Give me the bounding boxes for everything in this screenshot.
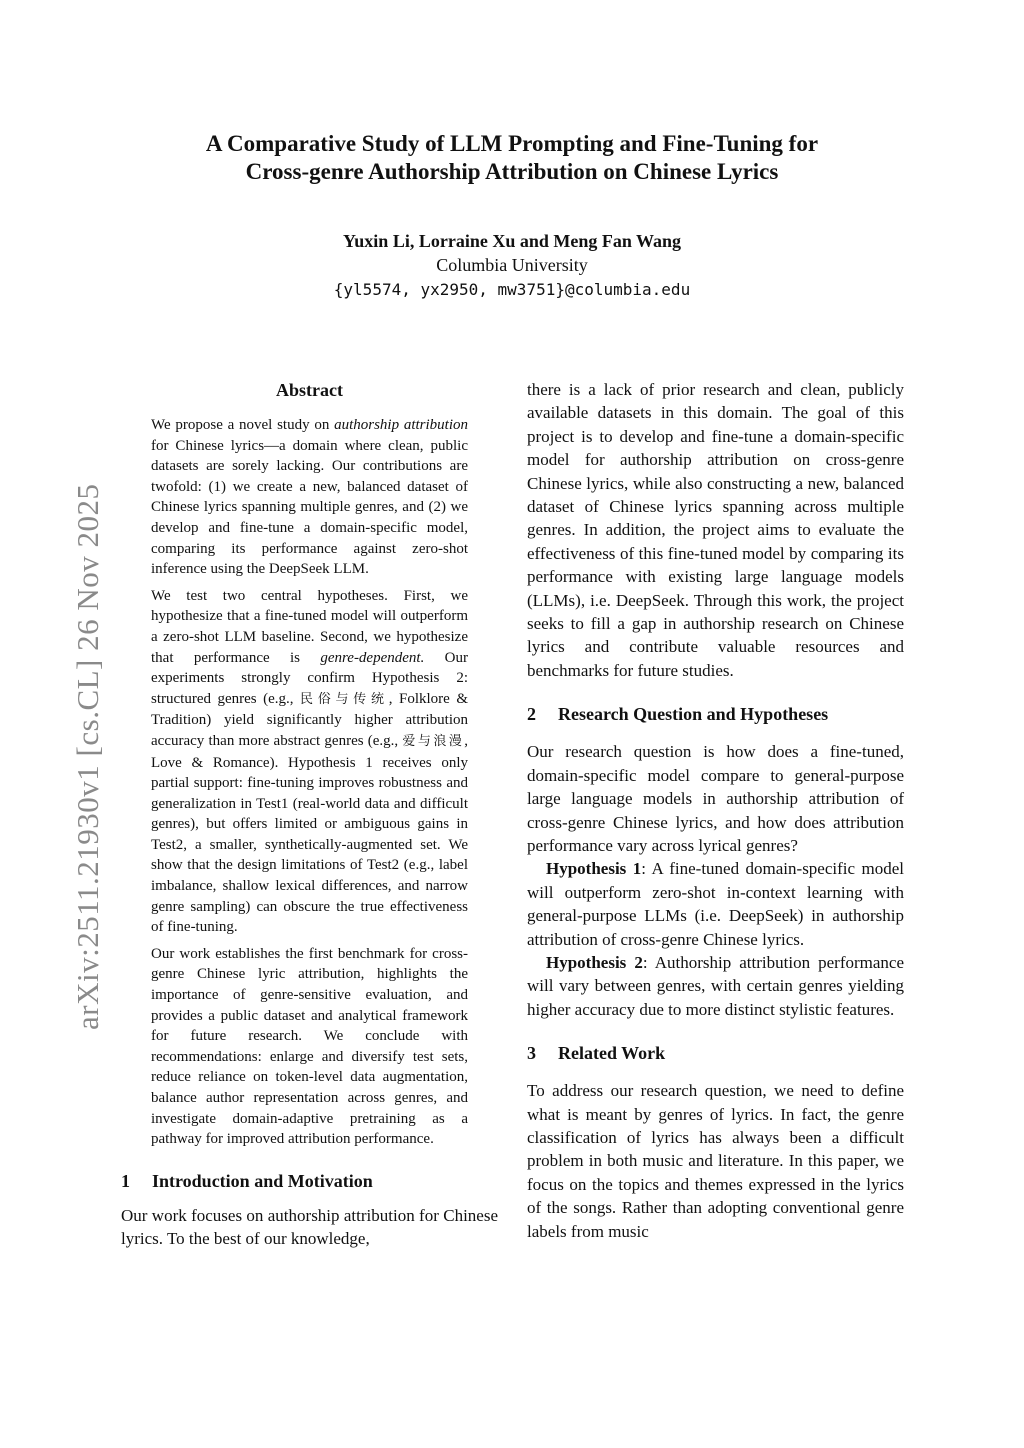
section-2-paragraph: Our research question is how does a fine-tuned, domain-specific model compare to general-purpose large language models in authorship attribution of cross-genre Chinese lyrics, and how does attribution performance vary across lyrical genres? bbox=[527, 742, 904, 855]
section-3-paragraph: To address our research question, we need to define what is meant by genres of lyrics. In fact, the genre classification of lyrics has always been a difficult problem in both music and literature. In this paper, we focus on the topics and themes expressed in the lyrics of the songs. Rather than adopting conventional genre labels from music bbox=[527, 1081, 904, 1241]
abstract-heading: Abstract bbox=[276, 380, 343, 400]
title-line-2: Cross-genre Authorship Attribution on Chinese Lyrics bbox=[245, 159, 779, 184]
section-1-heading bbox=[121, 1169, 498, 1193]
section-2-number: 2 bbox=[527, 704, 536, 725]
hypothesis-2-text: : Authorship attribution performance will vary between genres, with certain genres yielding higher accuracy due to more distinct stylistic features. bbox=[527, 952, 905, 1019]
abstract-p1-text-a: We propose a novel study on bbox=[151, 417, 335, 433]
hypothesis-2 bbox=[527, 951, 904, 1021]
abstract-p2-text-c: , Folklore & Tradition) yield significantly higher attribution accuracy than more abstract genres (e.g., bbox=[151, 690, 468, 749]
arxiv-stamp bbox=[28, 420, 105, 1030]
section-2-heading bbox=[527, 702, 904, 726]
hypothesis-1-text: : A fine-tuned domain-specific model will outperform zero-shot in-context learning with general-purpose LLMs (i.e. DeepSeek) in authorship attribution of cross-genre Chinese lyrics. bbox=[527, 859, 904, 949]
section-1-body-right bbox=[527, 378, 904, 682]
abstract-p1-emphasis: authorship attribution bbox=[334, 417, 469, 433]
abstract-chinese-genre-folklore: 民俗与传统 bbox=[300, 691, 389, 707]
hypothesis-1 bbox=[527, 857, 904, 951]
section-3-title: Related Work bbox=[558, 1043, 666, 1064]
abstract-p2-text-b: Our experiments strongly confirm Hypothesis 2: structured genres (e.g., bbox=[151, 649, 469, 707]
section-1-paragraph-continued: there is a lack of prior research and clean, publicly available datasets in this domain. The goal of this project is to develop and fine-tune a domain-specific model for authorship attribution on cross-genre Chinese lyrics, while also constructing a new, balanced dataset of Chinese lyrics spanning across multiple genres. In addition, the project aims to evaluate the effectiveness of this fine-tuned model by comparing its performance with existing large language models (LLMs), i.e. DeepSeek. Through this work, the project seeks to fill a gap in authorship research on Chinese lyrics and contribute valuable resources and benchmarks for future studies. bbox=[527, 380, 904, 680]
hypothesis-1-label: Hypothesis 1 bbox=[546, 859, 642, 879]
abstract-chinese-genre-love: 爱与浪漫 bbox=[402, 733, 465, 749]
section-2-title: Research Question and Hypotheses bbox=[558, 704, 829, 725]
paper-title bbox=[120, 130, 904, 186]
section-1-number: 1 bbox=[121, 1170, 130, 1191]
author-affiliation: Columbia University bbox=[436, 255, 588, 275]
abstract-paragraph-3: Our work establishes the first benchmark for cross-genre Chinese lyric attribution, highlights the importance of genre-sensitive evaluation, and provides a public dataset and analytical framework for future research. We conclude with recommendations: enlarge and diversify test sets, reduce reliance on token-level data augmentation, balance author representation across genres, and investigate domain-adaptive pretraining as a pathway for improved attribution performance. bbox=[151, 945, 468, 1148]
arxiv-identifier: arXiv:2511.21930v1 [cs.CL] 26 Nov 2025 bbox=[70, 483, 105, 1030]
section-1-title: Introduction and Motivation bbox=[152, 1170, 373, 1191]
abstract-p2-text-d: , Love & Romance). Hypothesis 1 receives only partial support: fine-tuning improves robustness and generalization in Test1 (real-world data and difficult genres), but offers limited or ambiguous gains in Test2, a smaller, synthetically-augmented set. We show that the design limitations of Test2 (e.g., label imbalance, shallow lexical differences, and narrow genre sampling) can obscure the true effectiveness of fine-tuning. bbox=[151, 732, 468, 936]
abstract-paragraph-2 bbox=[151, 586, 468, 938]
author-names: Yuxin Li, Lorraine Xu and Meng Fan Wang bbox=[342, 231, 682, 251]
right-column bbox=[527, 378, 904, 1243]
section-3-body bbox=[527, 1079, 904, 1243]
section-1-paragraph-start: Our work focuses on authorship attribution for Chinese lyrics. To the best of our knowledge, bbox=[121, 1205, 498, 1249]
title-line-1: A Comparative Study of LLM Prompting and Fine-Tuning for bbox=[205, 131, 819, 156]
abstract-p2-emphasis: genre-dependent. bbox=[320, 649, 425, 666]
abstract-body bbox=[121, 415, 498, 1150]
author-block bbox=[120, 229, 904, 303]
section-3-number: 3 bbox=[527, 1043, 536, 1064]
author-email: {yl5574, yx2950, mw3751}@columbia.edu bbox=[333, 280, 691, 299]
abstract-p1-text-b: for Chinese lyrics—a domain where clean, public datasets are sorely lacking. Our contributions are twofold: (1) we create a new, balanced dataset of Chinese lyrics spanning multiple genres, and (2) we develop and fine-tune a domain-specific model, comparing its performance against zero-shot inference using the DeepSeek LLM. bbox=[151, 437, 468, 578]
left-column bbox=[121, 378, 498, 1251]
section-3-heading bbox=[527, 1041, 904, 1065]
abstract-paragraph-1 bbox=[151, 415, 468, 580]
section-1-body-left bbox=[121, 1204, 498, 1251]
hypothesis-2-label: Hypothesis 2 bbox=[546, 952, 643, 972]
section-2-body bbox=[527, 740, 904, 1021]
abstract-p2-text-a: We test two central hypotheses. First, we hypothesize that a fine-tuned model will outperform a zero-shot LLM baseline. Second, we hypothesize that performance is bbox=[151, 587, 468, 666]
